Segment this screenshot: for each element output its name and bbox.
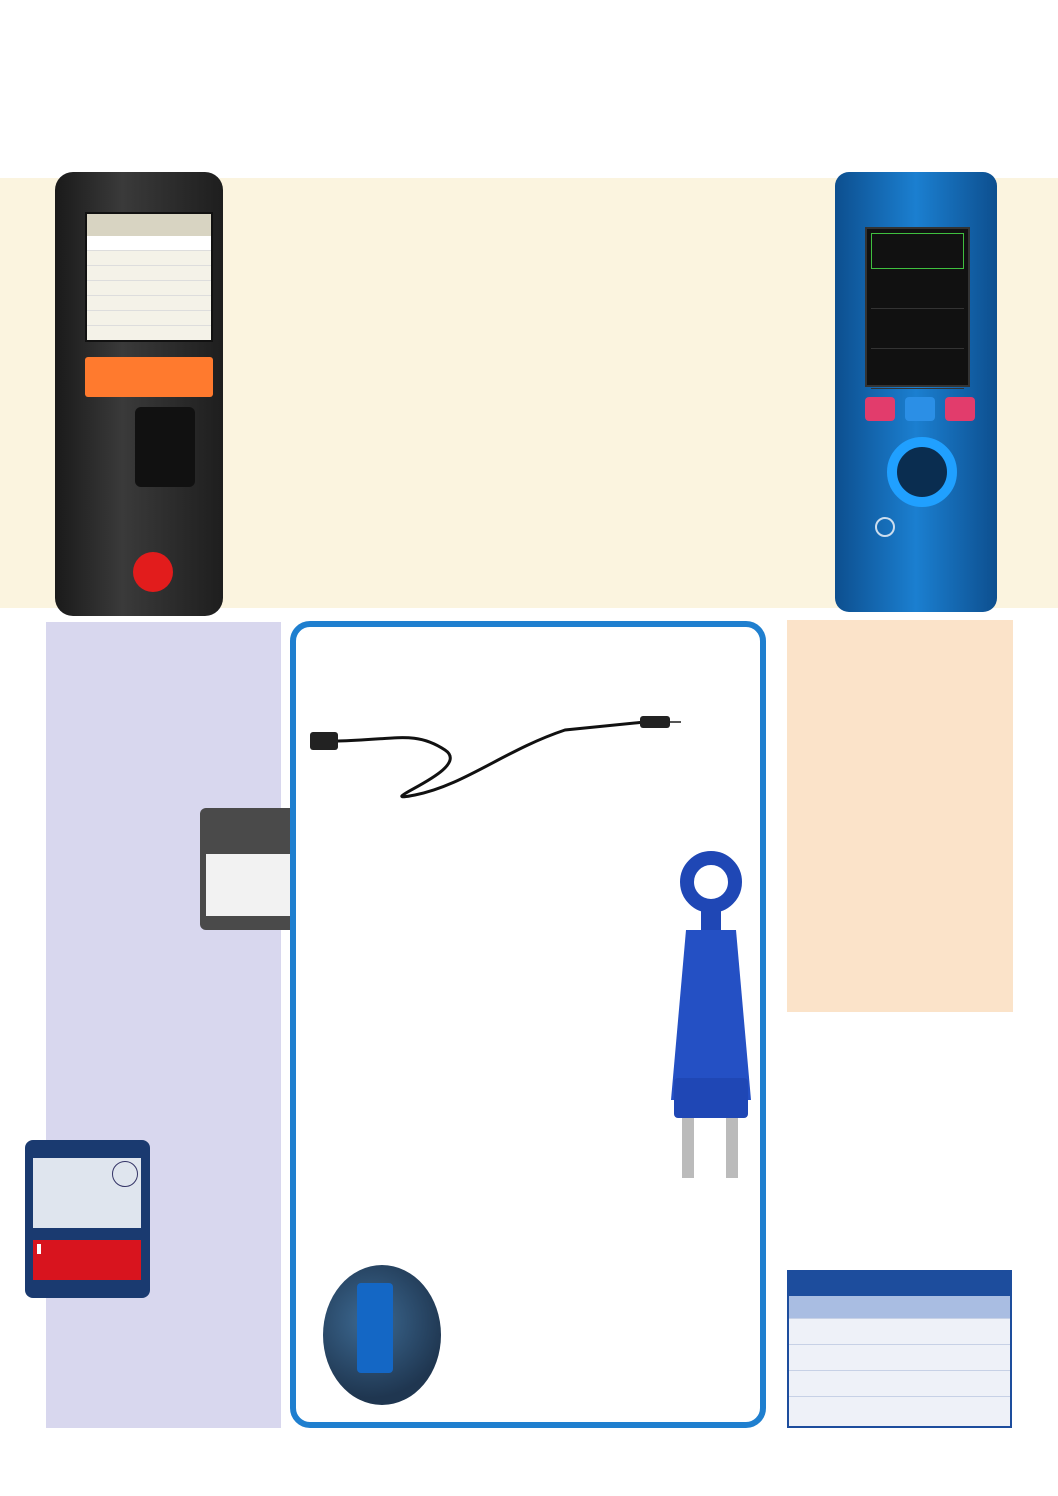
probe-handle <box>640 716 670 728</box>
probe-pin-right <box>726 1118 738 1178</box>
probe-loop <box>687 858 735 906</box>
device-menu-item <box>87 266 211 281</box>
table-title <box>789 1272 1010 1296</box>
sticker-red <box>33 1240 141 1280</box>
analyzer-in-hand <box>357 1283 393 1373</box>
multilyzer-analyzer-image <box>835 172 997 612</box>
device-keypad <box>135 407 195 487</box>
euroindex-sticker-photo <box>25 1140 150 1298</box>
device-menu-item <box>87 236 211 251</box>
power-icon <box>875 517 895 537</box>
loose-probe-image <box>305 710 685 800</box>
table-row <box>789 1370 1010 1396</box>
fixed-probe-image <box>656 850 766 1180</box>
device-dial <box>887 437 957 507</box>
fout1-panel <box>46 622 281 1428</box>
co-table <box>787 1270 1012 1428</box>
device-screen <box>85 212 213 342</box>
probe-plug <box>310 732 338 750</box>
device-menu-item <box>871 273 964 309</box>
fout3-panel <box>787 620 1013 1012</box>
probe-neck <box>701 902 721 932</box>
device-menu-item <box>871 313 964 349</box>
testo-analyzer-image <box>55 172 223 616</box>
table-row <box>789 1344 1010 1370</box>
device-menu-item <box>87 296 211 311</box>
table-subtitle <box>789 1296 1010 1318</box>
probe-body <box>671 930 751 1100</box>
device-screen <box>865 227 970 387</box>
table-row <box>789 1396 1010 1422</box>
table-header-row <box>789 1318 1010 1344</box>
probe-base <box>674 1078 748 1118</box>
device-keys <box>865 397 975 421</box>
sticker-label <box>33 1158 141 1228</box>
probe-pin-left <box>682 1118 694 1178</box>
device-menu-item <box>87 311 211 326</box>
device-menu-item <box>87 281 211 296</box>
testo-logo <box>133 552 173 592</box>
device-menu-item <box>871 353 964 389</box>
device-menu-item <box>871 233 964 269</box>
fout2-split-line <box>302 1223 722 1240</box>
probe-cable-line <box>338 722 645 797</box>
device-softkeys <box>85 357 213 397</box>
device-menu-item <box>87 251 211 266</box>
measurement-photo <box>323 1265 441 1405</box>
